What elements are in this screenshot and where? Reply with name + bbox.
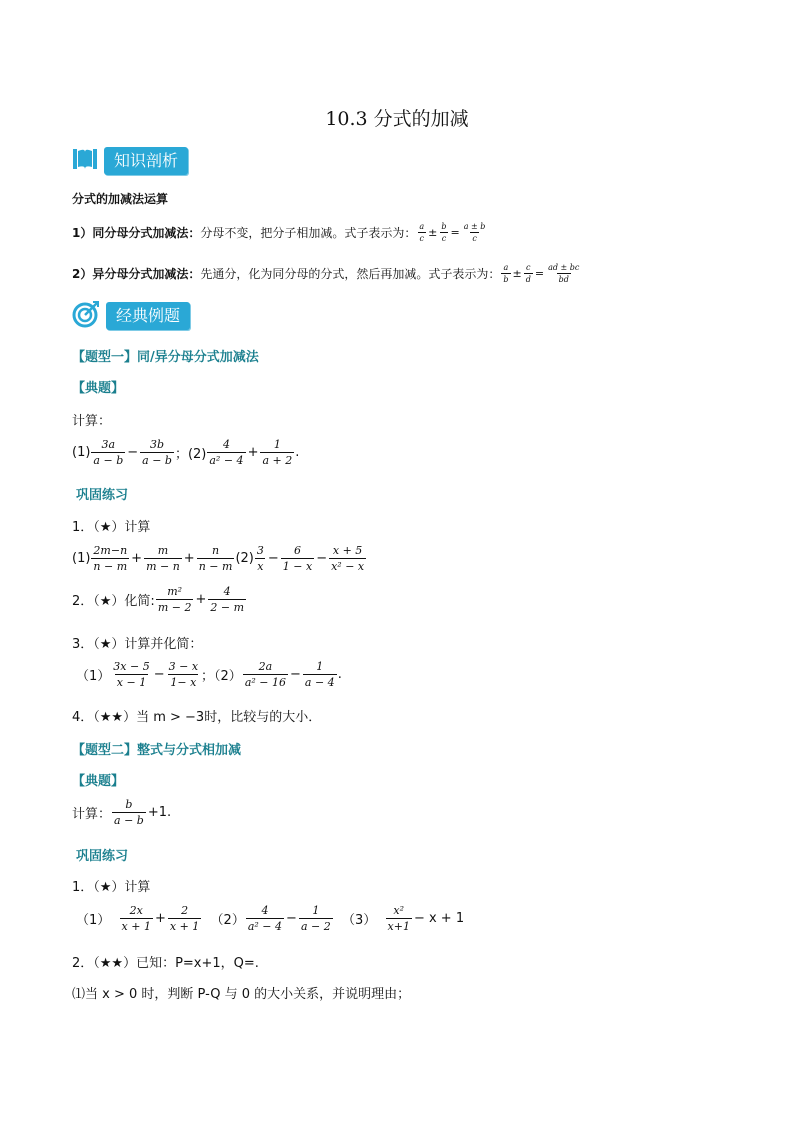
compute-label: 计算：: [72, 414, 112, 429]
q1-expression: (1) $\frac{2m-n}{n - m}$ + $\frac{m}{m - n}$ + $\frac{n}{n - m}$ (2) $\frac{3}{x}$ − $\frac{6}{1 - x}$ − $\frac{x + 5}{\text{x² − x}}$: [72, 544, 365, 573]
banner-knowledge-label: 知识剖析: [104, 147, 188, 175]
section-heading: 分式的加减法运算: [72, 192, 169, 206]
page-title: 10.3 分式的加减: [325, 108, 469, 130]
q1-label: 1．（★）计算: [72, 520, 151, 535]
p1-expression: （1） $\frac{2x}{x + 1}$ + $\frac{2}{x + 1}$ （2） $\frac{4}{\text{a² − 4}}$ − $\frac{1}{a - 2}$ （3） $\frac{\text{x²}}{x+1}$ − x + 1: [76, 904, 465, 933]
type2-dianti: 【典题】: [72, 774, 125, 789]
target-icon: [72, 300, 100, 332]
rule-same-denominator: 1）同分母分式加减法： 分母不变，把分子相加减。式子表示为： $\frac{a}{c}$ ± $\frac{b}{c}$ = $\frac{a \pm b}{c}$: [72, 222, 486, 243]
example2-expression: 计算： $\frac{b}{a - b}$ +1.: [72, 798, 172, 827]
q3-label: 3．（★）计算并化简：: [72, 637, 203, 652]
practice1-heading: 巩固练习: [76, 488, 129, 503]
type2-title: 【题型二】整式与分式相加减: [72, 743, 242, 758]
example1-expression: (1) $\frac{3a}{a - b}$ − $\frac{3b}{a - b}$ ；(2) $\frac{4}{\text{a² − 4}}$ + $\frac{1}{a + 2}$ .: [72, 438, 300, 467]
book-icon: [72, 147, 98, 175]
rule1-formula-frac: $\frac{a}{c}$: [419, 222, 425, 243]
rule2-text: 先通分，化为同分母的分式，然后再加减。式子表示为：: [200, 267, 501, 281]
rule-diff-denominator: 2）异分母分式加减法： 先通分，化为同分母的分式，然后再加减。式子表示为： $\frac{a}{b}$ ± $\frac{c}{d}$ = $\frac{ad \pm bc}{bd}$: [72, 263, 580, 284]
q2-label: 2．（★）化简:: [72, 594, 155, 609]
rule2-formula-frac: $\frac{a}{b}$: [503, 263, 509, 284]
banner-examples-label: 经典例题: [106, 302, 190, 330]
q3-expression: （1） $\frac{3x - 5}{x - 1}$ − $\frac{3 - x}{1- x}$ ；（2） $\frac{2a}{\text{a² − 16}}$ − $\frac{1}{a - 4}$ .: [76, 660, 342, 689]
type1-dianti: 【典题】: [72, 381, 125, 396]
q2-row: 2．（★）化简: $\frac{\text{m²}}{m - 2}$ + $\frac{4}{2 - m}$: [72, 585, 244, 614]
rule1-text: 分母不变，把分子相加减。式子表示为：: [200, 226, 417, 240]
rule2-label: 2）异分母分式加减法：: [72, 267, 201, 281]
type1-title: 【题型一】同/异分母分式加减法: [72, 350, 259, 365]
q4-text: 4．（★★）当 m > −3时，比较与的大小．: [72, 710, 322, 725]
banner-examples: [72, 301, 190, 331]
banner-knowledge: [72, 146, 188, 176]
p2-subquestion: ⑴当 x > 0 时，判断 P-Q 与 0 的大小关系，并说明理由；: [72, 987, 411, 1002]
practice2-heading: 巩固练习: [76, 849, 129, 864]
example2-prefix: 计算：: [72, 807, 112, 822]
p2-text: 2．（★★）已知：P=x+1，Q=.: [72, 956, 259, 971]
p1-label: 1．（★）计算: [72, 880, 151, 895]
rule1-label: 1）同分母分式加减法：: [72, 226, 201, 240]
